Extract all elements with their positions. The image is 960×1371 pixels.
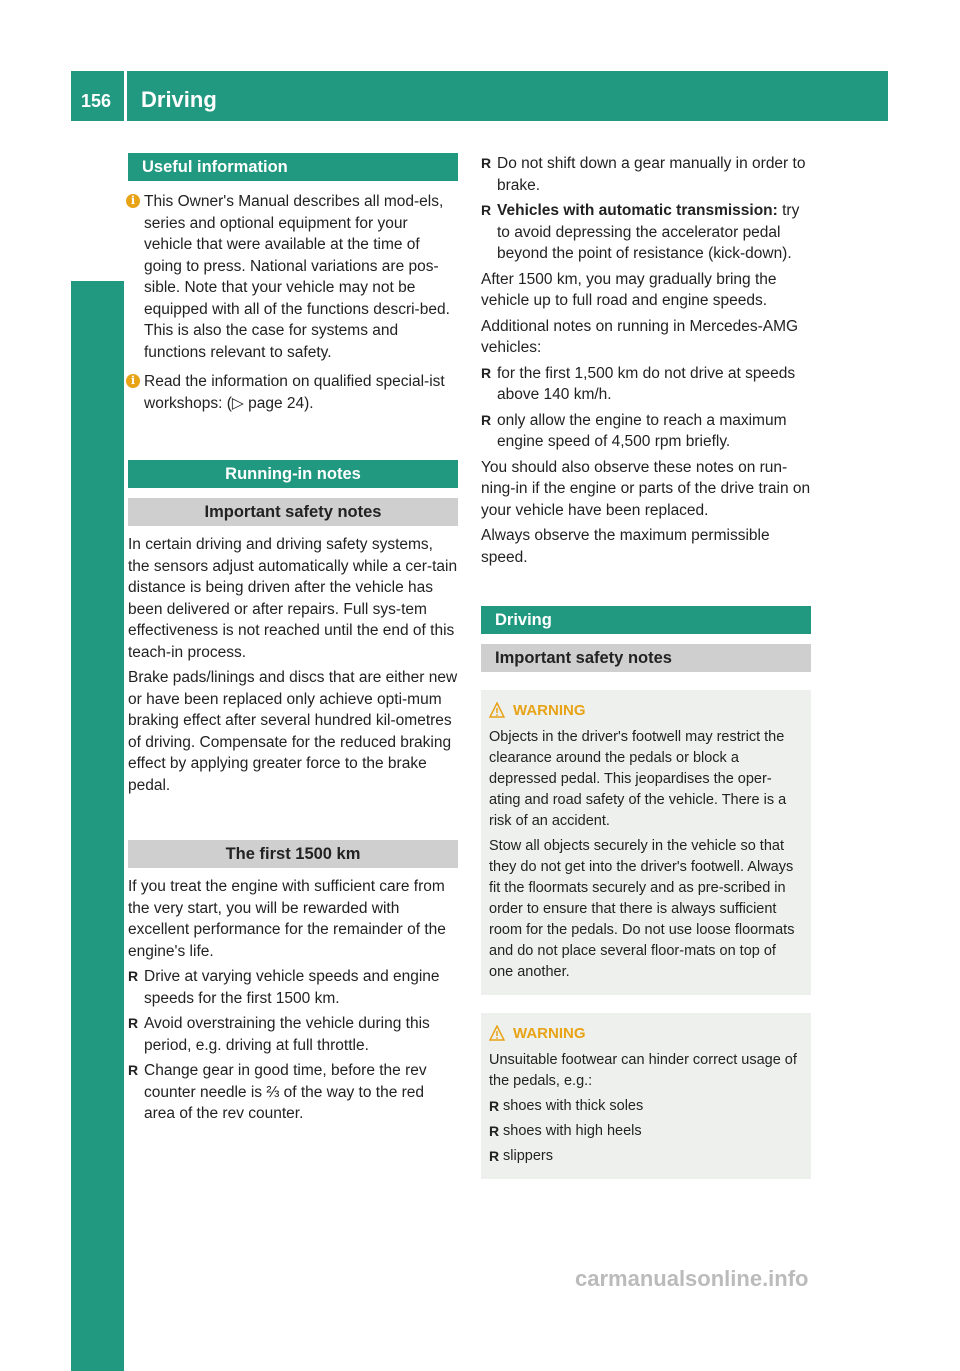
bullet-list <box>489 1096 803 1167</box>
list-item <box>489 1146 803 1167</box>
list-item-bold-text: Vehicles with automatic transmission: <box>497 202 778 219</box>
paragraph: After 1500 km, you may gradually bring the vehicle up to full road and engine speeds. <box>481 270 777 309</box>
useful-information-heading: Useful information <box>128 153 458 181</box>
info-note-text: This Owner's Manual describes all mod-els, series and optional equipment for your vehicle that were available at the time of going to press. National variations are pos-sible. Note that your vehicle may not be equipped with all of the functions descri-bed. This is also the case for systems and functions relevant to safety. <box>144 193 450 361</box>
side-tab <box>71 121 124 1232</box>
list-item <box>489 1096 803 1117</box>
important-safety-notes-heading: Important safety notes <box>481 644 811 672</box>
list-item-text: Change gear in good time, before the rev counter needle is ⅔ of the way to the red area of the rev counter. <box>144 1062 427 1122</box>
list-item-text: only allow the engine to reach a maximum engine speed of 4,500 rpm briefly. <box>497 411 787 450</box>
list-item-text: shoes with thick soles <box>503 1098 644 1114</box>
info-note-text: Read the information on qualified special-ist workshops: (▷ page 24). <box>144 373 445 412</box>
list-item-text: try to avoid depressing the accelerator pedal beyond the point of resistance (kick-down). <box>497 202 800 262</box>
bullet-icon: R <box>489 1098 500 1114</box>
list-item-text: Drive at varying vehicle speeds and engine speeds for the first 1500 km. <box>144 968 440 1007</box>
first-1500-heading: The first 1500 km <box>128 840 458 868</box>
paragraph: You should also observe these notes on run-ning-in if the engine or parts of the drive train on your vehicle have been replaced. <box>481 458 811 519</box>
list-item <box>128 1013 458 1056</box>
right-column <box>481 153 811 1197</box>
bullet-icon: R <box>481 411 492 428</box>
info-icon: i <box>126 194 140 208</box>
bullet-icon: R <box>128 968 139 984</box>
paragraph: In certain driving and driving safety systems, the sensors adjust automatically while a cer-tain distance is being driven after the vehicle has been delivered or after repairs. Full sys-tem effectiveness is not reached until the end of this teach-in process. <box>128 536 458 661</box>
spacer <box>481 572 811 606</box>
list-item-text: Avoid overstraining the vehicle during this period, e.g. driving at full throttle. <box>144 1015 430 1054</box>
info-note <box>128 371 458 414</box>
list-item <box>481 153 811 196</box>
bullet-list <box>481 363 811 453</box>
watermark: carmanualsonline.info <box>575 1266 809 1291</box>
warning-triangle-icon <box>489 702 505 718</box>
page-number: 156 <box>81 91 112 111</box>
list-item <box>128 1060 458 1125</box>
list-item-text: shoes with high heels <box>503 1123 642 1139</box>
driving-heading: Driving <box>481 606 811 634</box>
running-in-heading: Running-in notes <box>128 460 458 488</box>
list-item <box>489 1121 803 1142</box>
warning-box <box>481 690 811 995</box>
warning-paragraph: Unsuitable footwear can hinder correct usage of the pedals, e.g.: <box>489 1052 797 1089</box>
warning-box <box>481 1013 811 1179</box>
info-note <box>128 191 458 363</box>
info-icon: i <box>126 374 140 388</box>
bullet-icon: R <box>128 1062 139 1078</box>
list-item-text: for the first 1,500 km do not drive at speeds above 140 km/h. <box>497 364 796 403</box>
warning-title: WARNING <box>513 702 586 719</box>
page-title: Driving <box>141 87 217 112</box>
paragraph: Brake pads/linings and discs that are either new or have been replaced only achieve opti-mum braking effect after several hundred kil-ometres of driving. Compensate for the reduced braking effect by applying greater force to the brake pedal. <box>128 669 458 794</box>
bullet-list <box>481 153 811 265</box>
warning-paragraph: Stow all objects securely in the vehicle so that they do not get into the driver's footwell. Always fit the floormats securely and as pre-scribed in order to ensure that there is always sufficient room for the pedals. Do not use loose floormats and do not place several floor-mats on top of one another. <box>489 838 795 980</box>
paragraph: Additional notes on running in Mercedes-AMG vehicles: <box>481 317 799 356</box>
warning-header <box>489 1023 803 1044</box>
spacer <box>128 800 458 840</box>
warning-title: WARNING <box>513 1025 586 1042</box>
paragraph: If you treat the engine with sufficient care from the very start, you will be rewarded with excellent performance for the remainder of the engine's life. <box>128 878 446 960</box>
bullet-icon: R <box>481 202 492 218</box>
paragraph: Always observe the maximum permissible speed. <box>481 527 770 566</box>
left-column <box>128 153 458 1129</box>
bullet-icon: R <box>481 364 492 381</box>
list-item <box>481 200 811 265</box>
header-bar <box>71 71 888 121</box>
warning-paragraph: Objects in the driver's footwell may restrict the clearance around the pedals or block a depressed pedal. This jeopardises the oper-ating and road safety of the vehicle. There is a risk of an accident. <box>489 729 787 829</box>
header-separator <box>124 71 127 121</box>
bullet-icon: R <box>489 1148 500 1164</box>
important-safety-notes-heading: Important safety notes <box>128 498 458 526</box>
warning-header <box>489 700 803 721</box>
bullet-icon: R <box>489 1123 500 1139</box>
list-item-text: slippers <box>503 1148 553 1164</box>
bullet-list <box>128 966 458 1125</box>
list-item <box>481 363 811 406</box>
spacer <box>481 680 811 690</box>
bullet-icon: R <box>128 1015 139 1031</box>
spacer <box>128 422 458 460</box>
warning-triangle-icon <box>489 1025 505 1041</box>
list-item <box>481 410 811 453</box>
list-item-text: Do not shift down a gear manually in order to brake. <box>497 155 806 194</box>
list-item <box>128 966 458 1009</box>
side-tab-block <box>71 281 124 1371</box>
bullet-icon: R <box>481 155 492 171</box>
